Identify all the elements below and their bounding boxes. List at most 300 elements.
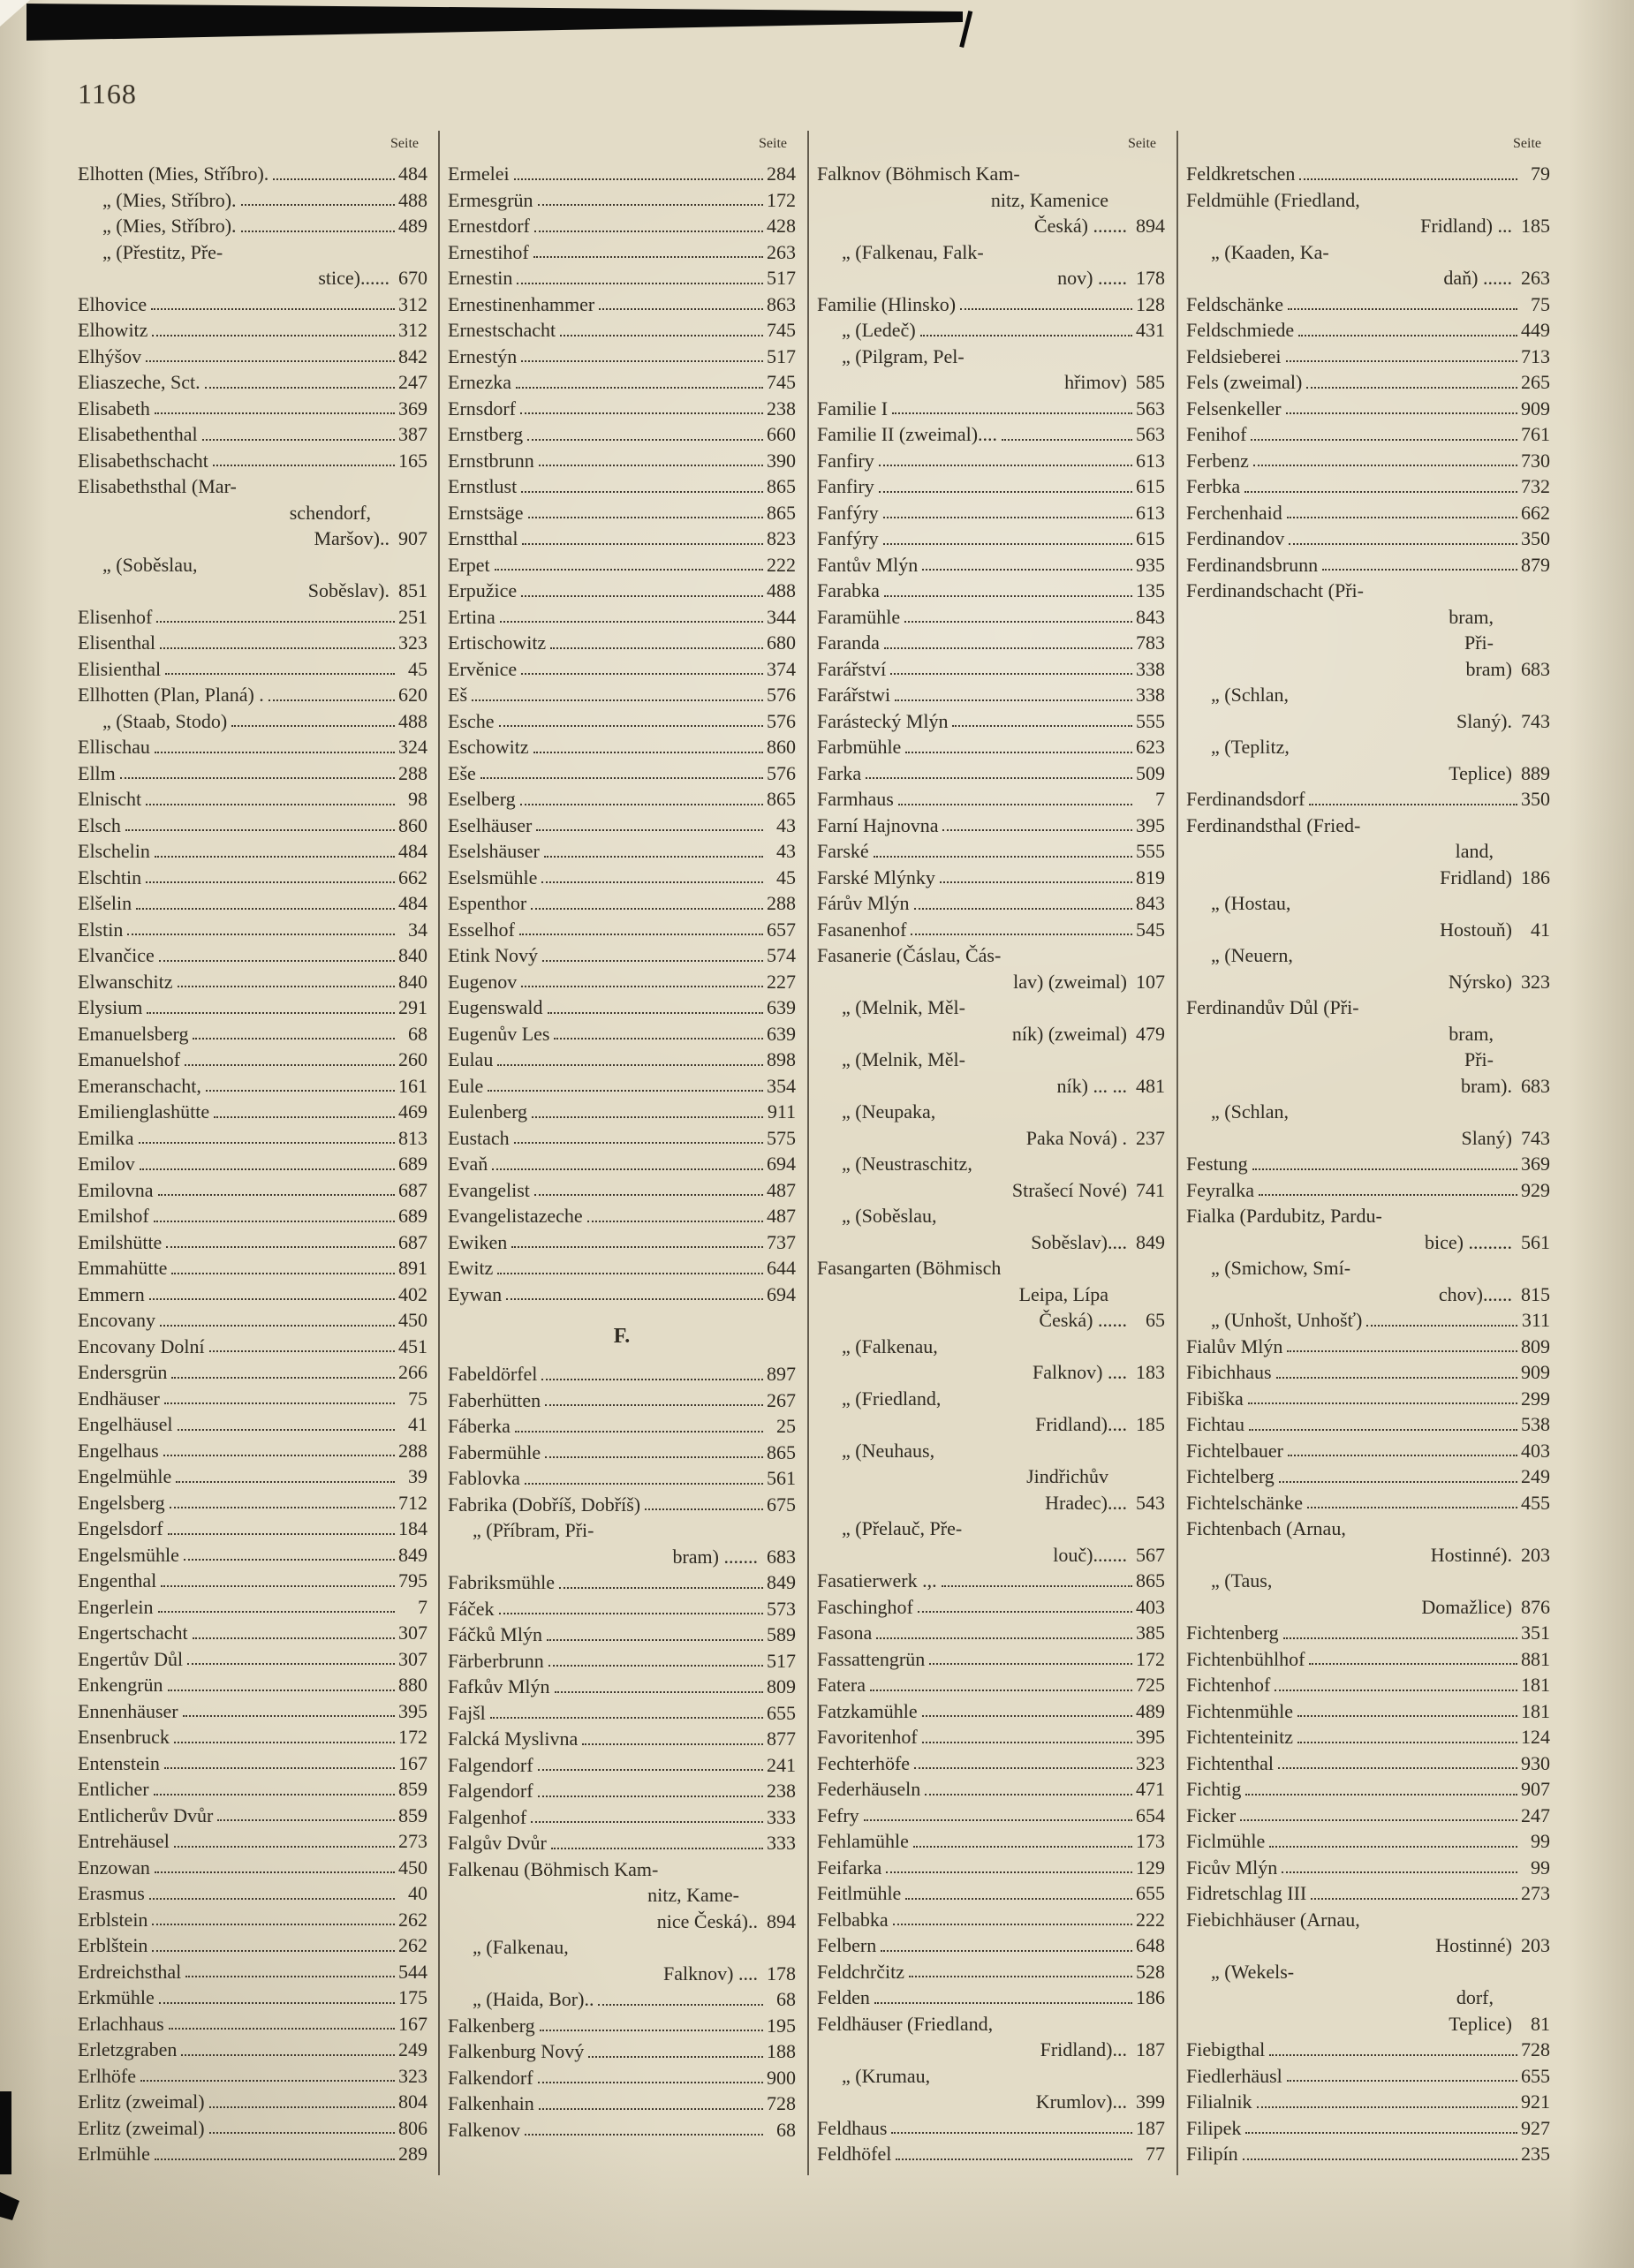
entry-page-number: 909 (1521, 1361, 1550, 1383)
entry-text: Familie II (zweimal).... (817, 423, 998, 445)
entry-text: Fichtig (1186, 1778, 1242, 1800)
entry-text: „ (Schlan, (1211, 1100, 1289, 1123)
entry-page-number: 403 (1521, 1439, 1550, 1462)
entry-text: Fibichhaus (1186, 1361, 1272, 1383)
entry-text: Fabriksmühle (448, 1571, 555, 1593)
scan-artifact-top-bar (26, 4, 963, 41)
entry-page-number: 615 (1136, 475, 1165, 497)
entry-page-number: 222 (767, 553, 796, 576)
entry-text: Falgendorf (448, 1753, 533, 1776)
entry-text: Emanuelsberg (78, 1022, 189, 1045)
entry-page-number: 680 (767, 631, 796, 654)
entry-text: Ferdinandsbrunn (1186, 553, 1319, 576)
entry-page-number: 7 (1155, 788, 1165, 810)
entry-text: Fichtelbauer (1186, 1439, 1283, 1462)
entry-text: Emmahütte (78, 1257, 168, 1279)
entry-page-number: 128 (1136, 292, 1165, 315)
entry-page-number: 897 (767, 1363, 796, 1385)
entry-text: bram) ....... (672, 1545, 758, 1568)
entry-page-number: 312 (398, 292, 427, 315)
entry-page-number: 563 (1136, 397, 1165, 420)
entry-page-number: 265 (1521, 371, 1550, 393)
entry-text: Elysium (78, 996, 143, 1018)
entry-text: Faramühle (817, 605, 901, 628)
entry-text: „ (Falkenau, (473, 1936, 569, 1958)
entry-text: Ertina (448, 605, 495, 628)
entry-text: Feldsieberei (1186, 344, 1282, 367)
entry-text: Elstin (78, 918, 124, 941)
entry-text: Engelhaus (78, 1439, 159, 1462)
entry-text: „ (Soběslau, (842, 1205, 937, 1227)
entry-page-number: 185 (1136, 1413, 1165, 1435)
entry-text: Farní Hajnovna (817, 813, 939, 836)
entry-text: Farmhaus (817, 788, 894, 810)
entry-page-number: 43 (776, 813, 796, 836)
entry-page-number: 620 (398, 684, 427, 706)
entry-text: nov) ...... (1057, 267, 1127, 289)
entry-page-number: 172 (767, 188, 796, 211)
entry-text: Eselshäuser (448, 840, 540, 862)
entry-text: Ervěnice (448, 657, 518, 680)
entry-text: Ernstthal (448, 527, 518, 549)
entry-text: Ferbka (1186, 475, 1241, 497)
entry-text: Slaný) (1461, 1126, 1512, 1149)
entry-page-number: 842 (398, 344, 427, 367)
entry-page-number: 657 (767, 918, 796, 941)
entry-text: Feldmühle (Friedland, (1186, 188, 1360, 211)
entry-page-number: 881 (1521, 1647, 1550, 1670)
entry-page-number: 299 (1521, 1387, 1550, 1410)
entry-text: Eulenberg (448, 1100, 528, 1123)
entry-page-number: 186 (1136, 1986, 1165, 2008)
entry-page-number: 689 (398, 1205, 427, 1227)
entry-page-number: 545 (1136, 918, 1165, 941)
entry-text: Při- (1464, 1048, 1494, 1070)
entry-page-number: 323 (1521, 970, 1550, 993)
entry-page-number: 323 (398, 631, 427, 654)
entry-text: Fechterhöfe (817, 1751, 911, 1774)
entry-text: Eselhäuser (448, 813, 533, 836)
entry-text: Ernstsäge (448, 501, 524, 524)
column-header-seite: Seite (759, 136, 787, 151)
entry-page-number: 40 (408, 1882, 427, 1904)
entry-text: Festung (1186, 1153, 1248, 1175)
entry-page-number: 843 (1136, 605, 1165, 628)
entry-page-number: 894 (767, 1909, 796, 1932)
entry-text: Ferdinandův Důl (Při- (1186, 996, 1359, 1018)
scan-artifact-left-edge-bar (0, 2091, 11, 2174)
entry-text: Fabrika (Dobříš, Dobříš) (448, 1493, 641, 1516)
entry-page-number: 670 (398, 267, 427, 289)
entry-text: Fatera (817, 1674, 866, 1696)
entry-text: Ernstbrunn (448, 449, 534, 472)
entry-text: Fafkův Mlýn (448, 1675, 550, 1697)
entry-text: Hostinné) (1435, 1934, 1512, 1956)
entry-page-number: 284 (767, 163, 796, 185)
entry-page-number: 479 (1136, 1022, 1165, 1045)
entry-page-number: 613 (1136, 449, 1165, 472)
entry-text: bram, (1449, 605, 1494, 628)
entry-page-number: 623 (1136, 736, 1165, 758)
entry-page-number: 181 (1521, 1699, 1550, 1722)
entry-text: Hostouň) (1440, 918, 1512, 941)
entry-text: „ (Pilgram, Pel- (842, 344, 965, 367)
column-header-seite: Seite (1513, 136, 1541, 151)
entry-text: Ficlmühle (1186, 1830, 1266, 1852)
entry-page-number: 589 (767, 1623, 796, 1645)
entry-text: Ensenbruck (78, 1726, 170, 1748)
entry-text: Eš (448, 684, 467, 706)
entry-text: Etink Nový (448, 944, 539, 966)
entry-text: Jindřichův (1026, 1465, 1108, 1487)
entry-page-number: 930 (1521, 1751, 1550, 1774)
entry-text: Fidretschlag III (1186, 1882, 1307, 1904)
entry-text: Engelsdorf (78, 1517, 163, 1539)
entry-text: Feldhöfel (817, 2143, 892, 2165)
entry-text: Fichtenbach (Arnau, (1186, 1517, 1346, 1539)
entry-text: Falknov) .... (663, 1962, 758, 1984)
entry-text: Elnischt (78, 788, 142, 810)
entry-text: „ (Schlan, (1211, 684, 1289, 706)
entry-page-number: 860 (398, 813, 427, 836)
entry-page-number: 517 (767, 267, 796, 289)
entry-text: Engelmühle (78, 1465, 172, 1487)
entry-page-number: 538 (1521, 1413, 1550, 1435)
entry-page-number: 819 (1136, 866, 1165, 888)
entry-page-number: 172 (398, 1726, 427, 1748)
entry-page-number: 450 (398, 1309, 427, 1331)
entry-text: „ (Friedland, (842, 1387, 942, 1410)
entry-page-number: 639 (767, 1022, 796, 1045)
entry-text: Farabka (817, 579, 880, 601)
entry-text: „ (Melnik, Měl- (842, 996, 965, 1018)
entry-text: Ellm (78, 761, 116, 784)
entry-text: Fibiška (1186, 1387, 1244, 1410)
entry-page-number: 99 (1531, 1856, 1550, 1879)
entry-text: „ (Haida, Bor).. (473, 1988, 594, 2010)
entry-text: Entenstein (78, 1751, 160, 1774)
entry-text: Fridland).... (1035, 1413, 1127, 1435)
entry-text: „ (Falkenau, Falk- (842, 240, 984, 263)
entry-text: Eywan (448, 1282, 503, 1305)
entry-page-number: 307 (398, 1647, 427, 1670)
entry-page-number: 184 (398, 1517, 427, 1539)
entry-text: Elisabethschacht (78, 449, 208, 472)
entry-text: Felbern (817, 1934, 877, 1956)
entry-page-number: 178 (1136, 267, 1165, 289)
entry-text: „ (Wekels- (1211, 1960, 1295, 1983)
scan-artifact-left-edge-mark (0, 2192, 19, 2220)
entry-page-number: 644 (767, 1257, 796, 1279)
entry-text: Falgendorf (448, 1780, 533, 1802)
entry-page-number: 737 (767, 1230, 796, 1253)
entry-page-number: 509 (1136, 761, 1165, 784)
entry-text: Fasanerie (Čáslau, Čás- (817, 944, 1002, 966)
entry-text: Filialnik (1186, 2090, 1252, 2113)
entry-text: Erlhöfe (78, 2064, 136, 2087)
entry-page-number: 725 (1136, 1674, 1165, 1696)
entry-text: Felsenkeller (1186, 397, 1282, 420)
entry-page-number: 333 (767, 1832, 796, 1854)
entry-text: hřimov) (1064, 371, 1127, 393)
entry-page-number: 41 (1531, 918, 1550, 941)
entry-text: Farbmühle (817, 736, 902, 758)
entry-page-number: 187 (1136, 2116, 1165, 2139)
section-letter-heading: F. (613, 1325, 631, 1348)
entry-text: Feldchrčitz (817, 1960, 904, 1983)
entry-text: „ (Ledeč) (842, 319, 916, 341)
entry-page-number: 907 (398, 527, 427, 549)
entry-text: „ (Neuhaus, (842, 1439, 935, 1462)
entry-text: schendorf, (289, 501, 371, 524)
entry-page-number: 129 (1136, 1856, 1165, 1879)
entry-text: Ernestýn (448, 344, 518, 367)
entry-text: Ernestihof (448, 240, 529, 263)
entry-page-number: 865 (1136, 1569, 1165, 1591)
entry-page-number: 288 (398, 761, 427, 784)
entry-text: Engertův Důl (78, 1647, 184, 1670)
entry-page-number: 488 (398, 188, 427, 211)
entry-text: Ertischowitz (448, 631, 547, 654)
entry-page-number: 431 (1136, 319, 1165, 341)
entry-page-number: 849 (1136, 1230, 1165, 1253)
entry-text: Teplice) (1449, 761, 1512, 784)
entry-text: Leipa, Lípa (1018, 1282, 1108, 1305)
entry-text: Soběslav). (307, 579, 390, 601)
entry-page-number: 745 (767, 319, 796, 341)
entry-text: Fridland) ... (1420, 215, 1512, 237)
entry-page-number: 75 (1531, 292, 1550, 315)
entry-text: Engenthal (78, 1569, 157, 1591)
entry-page-number: 324 (398, 736, 427, 758)
entry-page-number: 561 (767, 1467, 796, 1489)
entry-page-number: 865 (767, 501, 796, 524)
entry-page-number: 544 (398, 1960, 427, 1983)
entry-page-number: 323 (398, 2064, 427, 2087)
entry-text: Faberhütten (448, 1388, 541, 1411)
entry-text: Fefry (817, 1803, 859, 1826)
entry-text: Fanfýry (817, 527, 879, 549)
entry-page-number: 374 (767, 657, 796, 680)
entry-text: „ (Mies, Stříbro). (102, 215, 237, 237)
entry-text: Fridland) (1440, 866, 1512, 888)
entry-text: Fabeldörfel (448, 1363, 538, 1385)
entry-page-number: 876 (1521, 1595, 1550, 1618)
entry-text: Eugenov (448, 970, 518, 993)
entry-text: „ (Neupaka, (842, 1100, 936, 1123)
entry-text: „ (Neustraschitz, (842, 1153, 972, 1175)
entry-page-number: 907 (1521, 1778, 1550, 1800)
entry-text: Erkmühle (78, 1986, 155, 2008)
entry-page-number: 262 (398, 1934, 427, 1956)
entry-text: Emilov (78, 1153, 135, 1175)
entry-text: Falkenberg (448, 2014, 535, 2037)
entry-page-number: 561 (1521, 1230, 1550, 1253)
entry-text: Ermesgrün (448, 188, 533, 211)
entry-page-number: 81 (1531, 2012, 1550, 2035)
entry-page-number: 45 (408, 657, 427, 680)
entry-text: Fassattengrün (817, 1647, 926, 1670)
entry-text: Fiebigthal (1186, 2038, 1266, 2060)
entry-text: Ernsdorf (448, 397, 516, 420)
entry-page-number: 655 (1136, 1882, 1165, 1904)
entry-text: nitz, Kamenice (990, 188, 1108, 211)
entry-text: Ernestin (448, 267, 513, 289)
entry-text: Emilka (78, 1126, 134, 1149)
entry-page-number: 683 (1521, 1074, 1550, 1097)
entry-page-number: 860 (767, 736, 796, 758)
entry-text: Ewiken (448, 1230, 508, 1253)
entry-text: Elhovice (78, 292, 148, 315)
entry-text: Fasanenhof (817, 918, 907, 941)
entry-page-number: 929 (1521, 1178, 1550, 1201)
entry-text: Fantův Mlýn (817, 553, 919, 576)
entry-text: Engelsmühle (78, 1543, 179, 1566)
entry-text: Falgenhof (448, 1805, 527, 1828)
entry-page-number: 849 (767, 1571, 796, 1593)
entry-page-number: 187 (1136, 2038, 1165, 2060)
entry-page-number: 487 (767, 1178, 796, 1201)
entry-page-number: 728 (1521, 2038, 1550, 2060)
entry-text: Faranda (817, 631, 880, 654)
entry-text: Feldhaus (817, 2116, 888, 2139)
entry-text: Falknov) .... (1033, 1361, 1127, 1383)
entry-page-number: 385 (1136, 1622, 1165, 1644)
entry-text: Esche (448, 709, 495, 732)
entry-text: louč)....... (1053, 1543, 1127, 1566)
entry-text: Fiebichhäuser (Arnau, (1186, 1908, 1360, 1931)
entry-page-number: 238 (767, 397, 796, 420)
entry-page-number: 288 (398, 1439, 427, 1462)
entry-text: Espenthor (448, 892, 527, 914)
entry-page-number: 124 (1521, 1726, 1550, 1748)
entry-text: Eugenswald (448, 996, 543, 1018)
entry-text: Fridland)... (1040, 2038, 1127, 2060)
entry-text: land, (1455, 840, 1494, 862)
entry-page-number: 395 (1136, 813, 1165, 836)
entry-text: „ (Staab, Stodo) (102, 709, 228, 732)
entry-page-number: 889 (1521, 761, 1550, 784)
entry-text: Elisenthal (78, 631, 155, 654)
entry-text: Hradec).... (1045, 1491, 1127, 1514)
entry-page-number: 7 (418, 1595, 427, 1618)
entry-text: Färberbrunn (448, 1649, 544, 1672)
entry-text: Fanfiry (817, 449, 874, 472)
entry-page-number: 395 (1136, 1726, 1165, 1748)
entry-text: Ermelei (448, 163, 510, 185)
entry-page-number: 260 (398, 1048, 427, 1070)
entry-text: Ernezka (448, 371, 512, 393)
entry-page-number: 238 (767, 1780, 796, 1802)
entry-page-number: 488 (398, 709, 427, 732)
page-number: 1168 (78, 78, 137, 110)
entry-text: chov)...... (1438, 1282, 1512, 1305)
entry-page-number: 576 (767, 761, 796, 784)
entry-page-number: 267 (767, 1388, 796, 1411)
entry-page-number: 840 (398, 970, 427, 993)
entry-text: Encovany (78, 1309, 155, 1331)
entry-text: Fichtelschänke (1186, 1491, 1303, 1514)
entry-text: Falkenau (Böhmisch Kam- (448, 1857, 659, 1880)
entry-text: Fichtenthal (1186, 1751, 1274, 1774)
entry-page-number: 291 (398, 996, 427, 1018)
entry-text: Engerlein (78, 1595, 154, 1618)
entry-page-number: 65 (1146, 1309, 1165, 1331)
entry-text: Feitlmühle (817, 1882, 902, 1904)
entry-text: Erlmühle (78, 2143, 150, 2165)
entry-text: Federhäuseln (817, 1778, 921, 1800)
entry-text: Engelhäusel (78, 1413, 173, 1435)
entry-page-number: 178 (767, 1962, 796, 1984)
entry-page-number: 68 (408, 1022, 427, 1045)
entry-page-number: 428 (767, 215, 796, 237)
entry-text: Ernstberg (448, 423, 524, 445)
entry-page-number: 573 (767, 1597, 796, 1620)
entry-text: Elisenhof (78, 605, 153, 628)
entry-text: Elisabethsthal (Mar- (78, 475, 237, 497)
entry-page-number: 333 (767, 1805, 796, 1828)
entry-page-number: 662 (398, 866, 427, 888)
entry-text: Familie (Hlinsko) (817, 292, 957, 315)
entry-text: Falkendorf (448, 2066, 533, 2089)
entry-text: Fasona (817, 1622, 873, 1644)
entry-page-number: 481 (1136, 1074, 1165, 1097)
entry-page-number: 675 (767, 1493, 796, 1516)
entry-page-number: 241 (767, 1753, 796, 1776)
entry-text: Maršov).. (314, 527, 390, 549)
entry-page-number: 203 (1521, 1543, 1550, 1566)
entry-text: Farka (817, 761, 862, 784)
entry-text: Fichtau (1186, 1413, 1244, 1435)
entry-text: Felden (817, 1986, 870, 2008)
entry-page-number: 712 (398, 1491, 427, 1514)
entry-page-number: 312 (398, 319, 427, 341)
entry-text: Esselhof (448, 918, 515, 941)
entry-page-number: 894 (1136, 215, 1165, 237)
entry-text: Česká) ...... (1039, 1309, 1127, 1331)
entry-page-number: 390 (767, 449, 796, 472)
entry-text: Fanfiry (817, 475, 874, 497)
entry-page-number: 911 (767, 1100, 796, 1123)
entry-page-number: 188 (767, 2040, 796, 2062)
entry-page-number: 806 (398, 2116, 427, 2139)
entry-text: Eustach (448, 1126, 510, 1149)
entry-text: Erlachhaus (78, 2012, 164, 2035)
entry-page-number: 567 (1136, 1543, 1165, 1566)
entry-page-number: 713 (1521, 344, 1550, 367)
entry-page-number: 489 (1136, 1699, 1165, 1722)
entry-page-number: 761 (1521, 423, 1550, 445)
entry-text: Erpužice (448, 579, 518, 601)
entry-page-number: 488 (767, 579, 796, 601)
entry-text: Elšelin (78, 892, 132, 914)
entry-text: Fajšl (448, 1701, 486, 1724)
entry-text: Ewitz (448, 1257, 494, 1279)
entry-text: Emilovna (78, 1178, 154, 1201)
entry-text: Česká) ....... (1033, 215, 1127, 237)
entry-page-number: 307 (398, 1622, 427, 1644)
entry-page-number: 449 (1521, 319, 1550, 341)
entry-page-number: 338 (1136, 657, 1165, 680)
entry-page-number: 863 (767, 292, 796, 315)
column-header-seite: Seite (390, 136, 419, 151)
entry-text: Entrehäusel (78, 1830, 170, 1852)
entry-page-number: 161 (398, 1074, 427, 1097)
entry-page-number: 289 (398, 2143, 427, 2165)
entry-text: Fasatierwerk .,. (817, 1569, 937, 1591)
entry-page-number: 369 (398, 397, 427, 420)
entry-text: Feldschänke (1186, 292, 1283, 315)
